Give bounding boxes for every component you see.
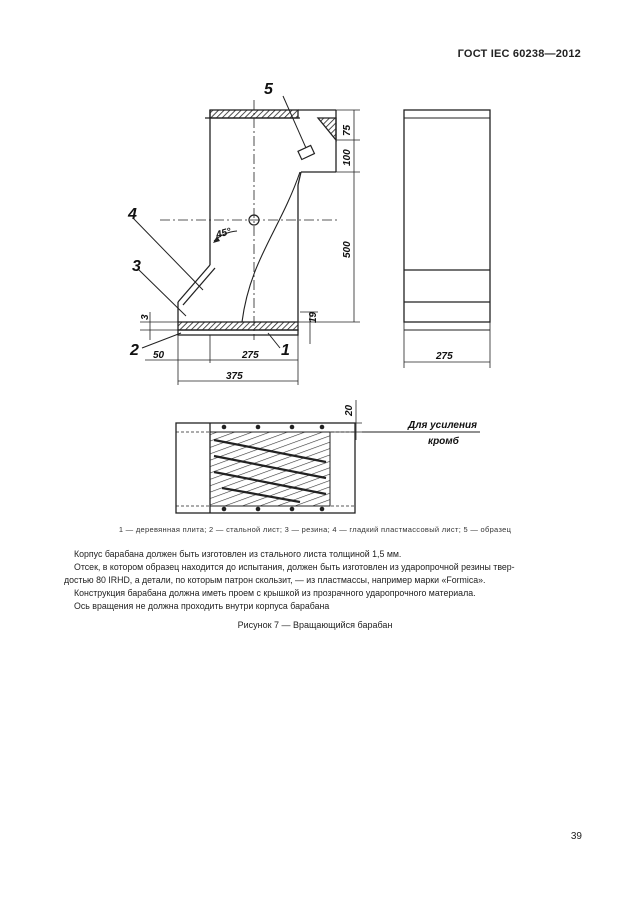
callout-3: 3 xyxy=(132,258,141,275)
callout-1: 1 xyxy=(281,342,290,359)
callout-4: 4 xyxy=(128,206,137,223)
callout-5: 5 xyxy=(264,81,273,98)
bottom-plate xyxy=(178,322,298,330)
dim-275-front: 275 xyxy=(242,350,259,361)
dim-100: 100 xyxy=(342,149,353,166)
page-number: 39 xyxy=(570,831,582,842)
paragraph: Ось вращения не должна проходить внутри корпуса барабана xyxy=(74,601,330,611)
front-view xyxy=(133,96,360,385)
smooth-plastic-sheet xyxy=(178,265,210,302)
paragraph: Корпус барабана должен быть изготовлен из стального листа толщиной 1,5 мм. xyxy=(74,549,402,559)
body-text xyxy=(64,548,574,613)
figure-caption: Рисунок 7 — Вращающийся барабан xyxy=(237,620,393,630)
edge-note-line1: Для усиления xyxy=(408,420,478,431)
callout-2: 2 xyxy=(130,342,139,359)
figure-legend: 1 — деревянная плита; 2 — стальной лист; 3 — резина; 4 — гладкий пластмассовый лист; 5 — образец xyxy=(118,525,512,534)
paragraph: Конструкция барабана должна иметь проем с крышкой из прозрачного ударопрочного материала. xyxy=(74,588,476,598)
dim-20: 20 xyxy=(344,404,355,416)
dim-75: 75 xyxy=(342,124,353,136)
dim-375: 375 xyxy=(226,371,243,382)
steel-sheet xyxy=(178,330,298,335)
dim-19: 19 xyxy=(308,311,319,323)
dim-3: 3 xyxy=(140,314,151,320)
angle-label: 45° xyxy=(214,226,233,241)
rubber-corner xyxy=(318,118,336,140)
dim-500: 500 xyxy=(342,241,353,258)
dim-275-side: 275 xyxy=(436,351,453,362)
plan-view xyxy=(176,400,480,513)
standard-header: ГОСТ IEC 60238—2012 xyxy=(457,48,581,60)
edge-note-line2: кромб xyxy=(428,436,459,447)
paragraph: достью 80 IRHD, а детали, по которым патрон скользит, — из пластмассы, например марки «Formica». xyxy=(64,575,486,585)
dim-50: 50 xyxy=(153,350,165,361)
side-view xyxy=(404,110,490,368)
paragraph: Отсек, в котором образец находится до испытания, должен быть изготовлен из ударопрочной резины твер- xyxy=(74,562,515,572)
